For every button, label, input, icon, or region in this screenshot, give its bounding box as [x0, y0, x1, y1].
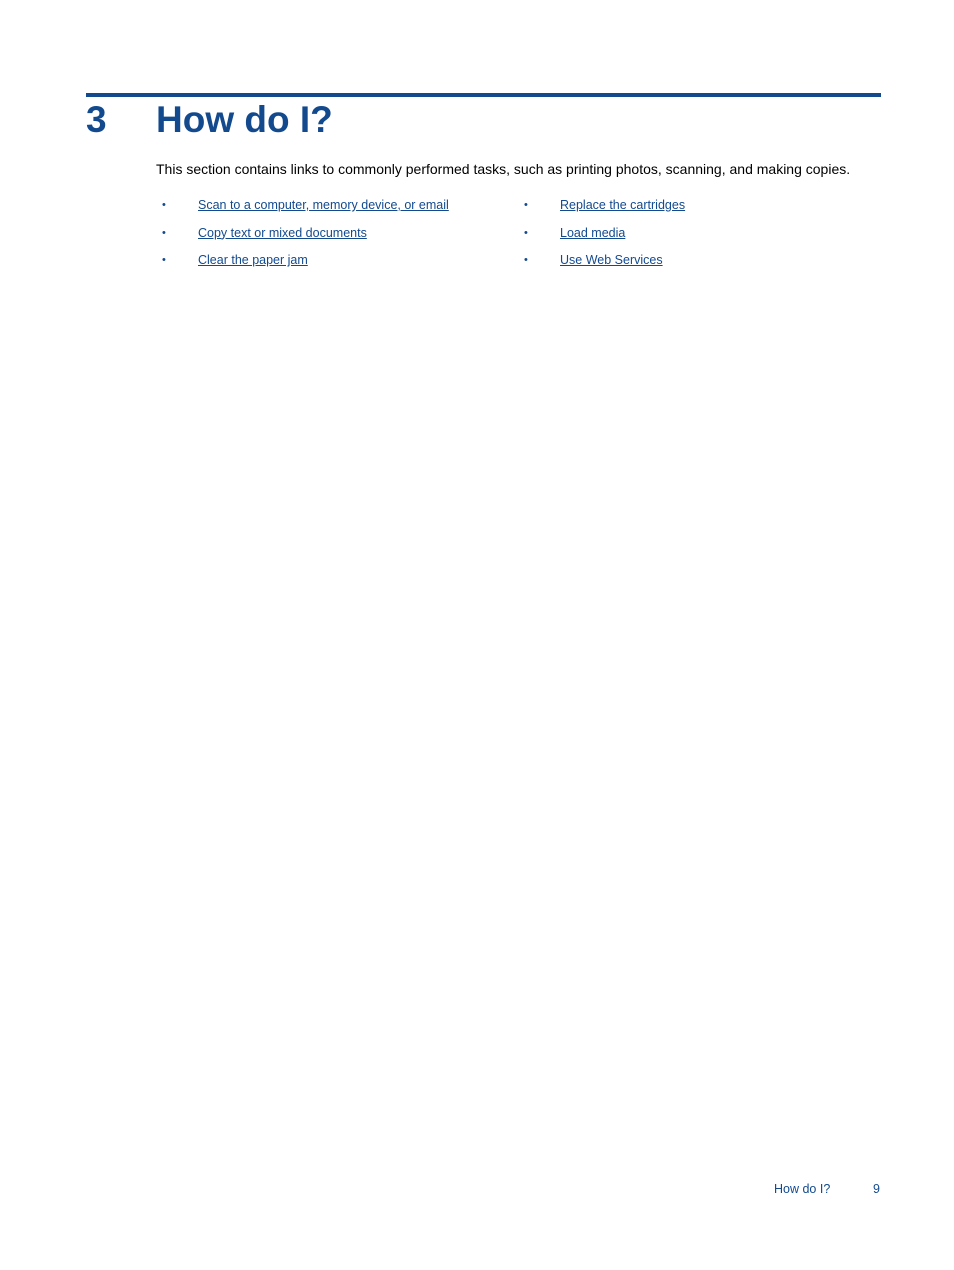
link-replace-cartridges[interactable]: Replace the cartridges	[560, 198, 686, 212]
footer-page-number: 9	[873, 1182, 880, 1196]
link-load-media[interactable]: Load media	[560, 225, 626, 240]
link-paper-jam[interactable]: Clear the paper jam	[198, 253, 308, 267]
link-copy[interactable]: Copy text or mixed documents	[198, 225, 367, 240]
footer-section-title: How do I?	[774, 1182, 831, 1196]
chapter-title: How do I?	[156, 99, 333, 140]
bullet-icon: •	[162, 199, 166, 211]
intro-paragraph: This section contains links to commonly performed tasks, such as printing photos, scanning, and making copies.	[156, 161, 851, 177]
chapter-top-rule	[86, 93, 881, 97]
bullet-icon: •	[524, 226, 528, 239]
bullet-icon: •	[162, 226, 166, 239]
chapter-number: 3	[86, 99, 107, 140]
bullet-icon: •	[524, 199, 528, 211]
link-web-services[interactable]: Use Web Services	[560, 253, 663, 267]
bullet-icon: •	[162, 254, 166, 266]
bullet-icon: •	[524, 254, 528, 266]
link-scan[interactable]: Scan to a computer, memory device, or email	[198, 198, 449, 212]
